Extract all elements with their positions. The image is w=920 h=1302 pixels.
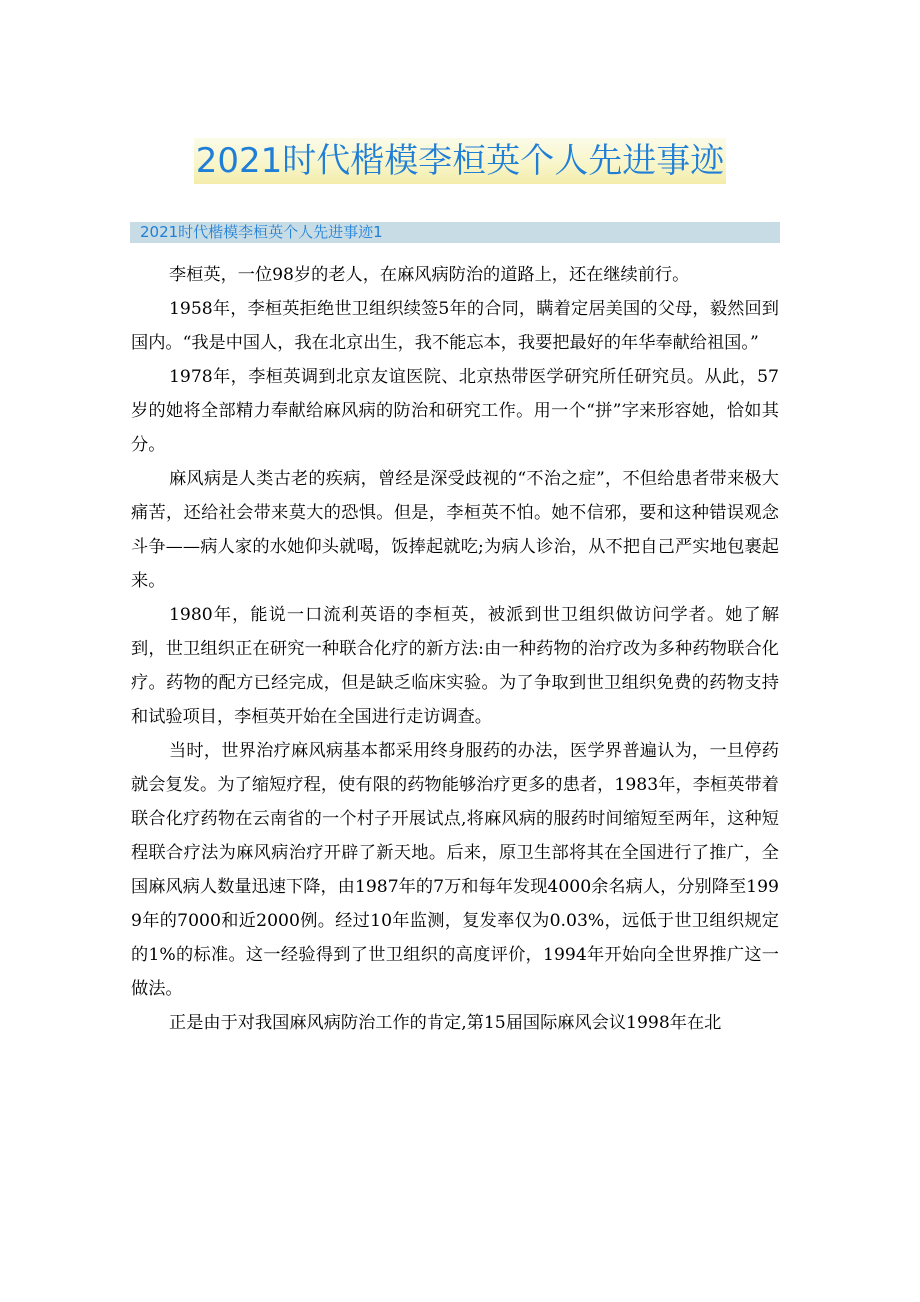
title-wrapper	[0, 138, 920, 184]
paragraph: 正是由于对我国麻风病防治工作的肯定,第15届国际麻风会议1998年在北	[169, 1013, 722, 1033]
paragraph: 麻风病是人类古老的疾病，曾经是深受歧视的“不治之症”，不但给患者带来极大痛苦，还给社会带来莫大的恐惧。但是，李桓英不怕。她不信邪，要和这种错误观念斗争——病人家的水她仰头就喝，饭捧起就吃;为病人诊治，从不把自己严实地包裹起来。	[131, 469, 779, 591]
section-heading: 2021时代楷模李桓英个人先进事迹1	[130, 222, 780, 243]
body-text	[131, 258, 779, 1040]
paragraph: 1980年，能说一口流利英语的李桓英，被派到世卫组织做访问学者。她了解到，世卫组织正在研究一种联合化疗的新方法:由一种药物的治疗改为多种药物联合化疗。药物的配方已经完成，但是缺乏临床实验。为了争取到世卫组织免费的药物支持和试验项目，李桓英开始在全国进行走访调查。	[131, 605, 779, 727]
document-title: 2021时代楷模李桓英个人先进事迹	[194, 138, 727, 184]
paragraph: 李桓英，一位98岁的老人，在麻风病防治的道路上，还在继续前行。	[169, 265, 690, 285]
paragraph: 当时，世界治疗麻风病基本都采用终身服药的办法，医学界普遍认为，一旦停药就会复发。为了缩短疗程，使有限的药物能够治疗更多的患者，1983年，李桓英带着联合化疗药物在云南省的一个村子开展试点,将麻风病的服药时间缩短至两年，这种短程联合疗法为麻风病治疗开辟了新天地。后来，原卫生部将其在全国进行了推广，全国麻风病人数量迅速下降，由1987年的7万和每年发现4000余名病人，分别降至1999年的7000和近2000例。经过10年监测，复发率仅为0.03%，远低于世卫组织规定的1%的标准。这一经验得到了世卫组织的高度评价，1994年开始向全世界推广这一做法。	[131, 741, 779, 999]
paragraph: 1978年，李桓英调到北京友谊医院、北京热带医学研究所任研究员。从此，57岁的她将全部精力奉献给麻风病的防治和研究工作。用一个“拼”字来形容她，恰如其分。	[131, 367, 779, 455]
paragraph: 1958年，李桓英拒绝世卫组织续签5年的合同，瞒着定居美国的父母，毅然回到国内。“我是中国人，我在北京出生，我不能忘本，我要把最好的年华奉献给祖国。”	[131, 299, 779, 353]
